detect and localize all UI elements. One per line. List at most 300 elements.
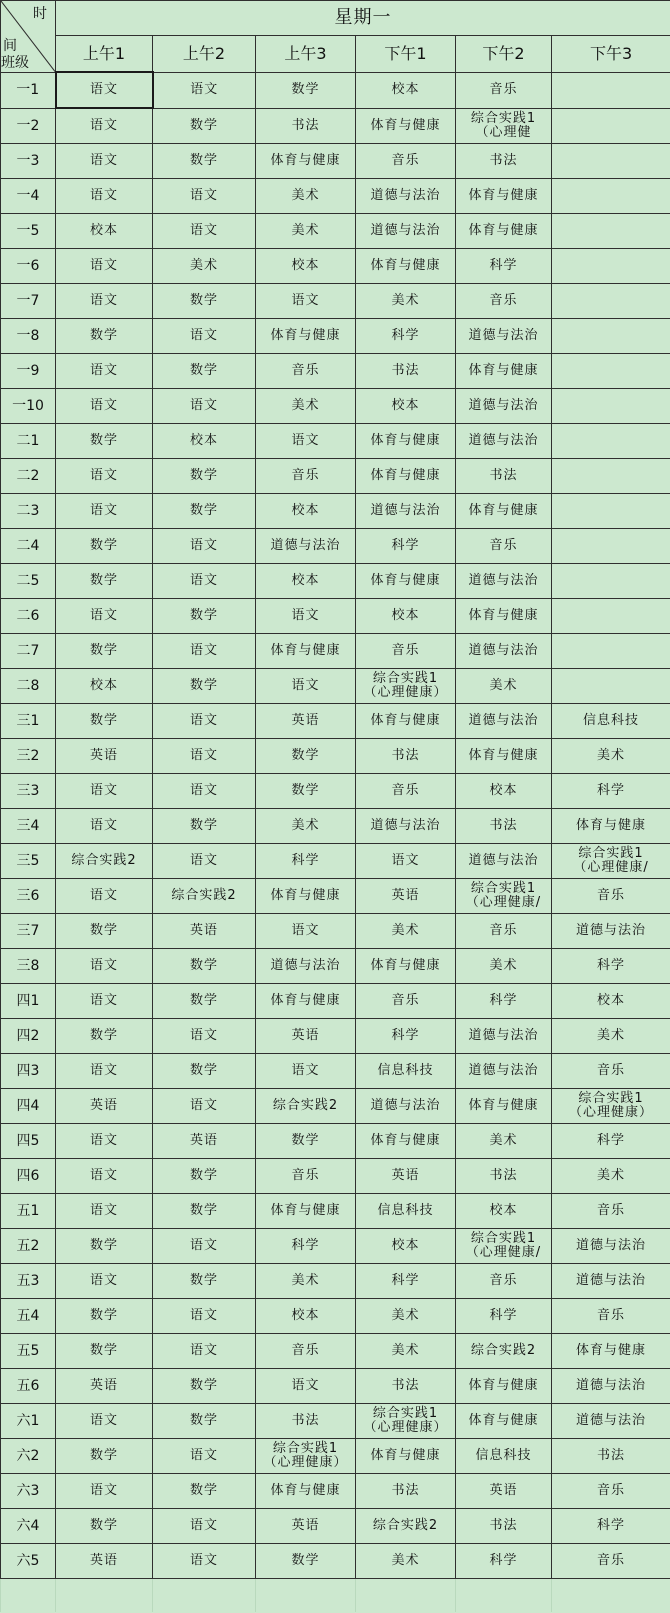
class-cell[interactable]: 二3 bbox=[1, 494, 56, 529]
schedule-cell[interactable]: 体育与健康 bbox=[256, 319, 356, 354]
schedule-cell[interactable]: 语文 bbox=[153, 72, 256, 108]
schedule-cell[interactable]: 综合实践1 （心理健康） bbox=[356, 669, 456, 704]
class-cell[interactable]: 一8 bbox=[1, 319, 56, 354]
schedule-cell[interactable]: 数学 bbox=[153, 459, 256, 494]
schedule-cell[interactable]: 语文 bbox=[153, 1439, 256, 1474]
schedule-cell[interactable]: 体育与健康 bbox=[456, 599, 552, 634]
schedule-cell[interactable]: 音乐 bbox=[256, 354, 356, 389]
schedule-cell[interactable] bbox=[552, 389, 670, 424]
schedule-cell[interactable]: 体育与健康 bbox=[456, 1089, 552, 1124]
schedule-cell[interactable]: 音乐 bbox=[456, 529, 552, 564]
schedule-cell[interactable]: 综合实践1 （心理健康/ bbox=[456, 879, 552, 914]
period-header[interactable]: 上午3 bbox=[256, 36, 356, 73]
schedule-cell[interactable]: 道德与法治 bbox=[552, 1264, 670, 1299]
schedule-cell[interactable] bbox=[552, 214, 670, 249]
class-cell[interactable]: 一4 bbox=[1, 179, 56, 214]
schedule-cell[interactable]: 美术 bbox=[552, 739, 670, 774]
class-cell[interactable]: 五4 bbox=[1, 1299, 56, 1334]
schedule-cell[interactable]: 体育与健康 bbox=[356, 459, 456, 494]
schedule-cell[interactable]: 体育与健康 bbox=[256, 879, 356, 914]
schedule-cell[interactable]: 校本 bbox=[356, 72, 456, 108]
schedule-cell[interactable]: 体育与健康 bbox=[356, 108, 456, 144]
schedule-cell[interactable]: 体育与健康 bbox=[356, 1124, 456, 1159]
schedule-cell[interactable]: 美术 bbox=[456, 949, 552, 984]
schedule-cell[interactable]: 数学 bbox=[153, 984, 256, 1019]
schedule-cell[interactable]: 综合实践2 bbox=[356, 1509, 456, 1544]
schedule-cell[interactable]: 道德与法治 bbox=[552, 1369, 670, 1404]
schedule-cell[interactable]: 科学 bbox=[456, 1544, 552, 1579]
schedule-cell[interactable]: 美术 bbox=[256, 1264, 356, 1299]
schedule-cell[interactable]: 综合实践1 （心理健康） bbox=[356, 1404, 456, 1439]
schedule-cell[interactable]: 英语 bbox=[56, 1089, 153, 1124]
schedule-cell[interactable]: 道德与法治 bbox=[456, 389, 552, 424]
schedule-cell[interactable]: 语文 bbox=[153, 1299, 256, 1334]
schedule-cell[interactable]: 信息科技 bbox=[456, 1439, 552, 1474]
class-cell[interactable]: 五1 bbox=[1, 1194, 56, 1229]
schedule-cell[interactable]: 数学 bbox=[56, 634, 153, 669]
class-cell[interactable]: 三2 bbox=[1, 739, 56, 774]
schedule-cell[interactable]: 音乐 bbox=[552, 1299, 670, 1334]
empty-cell[interactable] bbox=[552, 1579, 670, 1613]
class-cell[interactable]: 四6 bbox=[1, 1159, 56, 1194]
schedule-cell[interactable]: 体育与健康 bbox=[356, 564, 456, 599]
schedule-cell[interactable]: 书法 bbox=[456, 459, 552, 494]
schedule-cell[interactable]: 校本 bbox=[256, 249, 356, 284]
schedule-cell[interactable]: 科学 bbox=[552, 1509, 670, 1544]
schedule-cell[interactable]: 音乐 bbox=[456, 1264, 552, 1299]
class-cell[interactable]: 六2 bbox=[1, 1439, 56, 1474]
class-cell[interactable]: 三5 bbox=[1, 844, 56, 879]
schedule-cell[interactable]: 校本 bbox=[56, 214, 153, 249]
schedule-cell[interactable]: 美术 bbox=[256, 179, 356, 214]
empty-cell[interactable] bbox=[356, 1579, 456, 1613]
schedule-cell[interactable]: 美术 bbox=[153, 249, 256, 284]
class-cell[interactable]: 六3 bbox=[1, 1474, 56, 1509]
schedule-cell[interactable]: 数学 bbox=[153, 1194, 256, 1229]
period-header[interactable]: 下午3 bbox=[552, 36, 670, 73]
schedule-cell[interactable]: 体育与健康 bbox=[256, 634, 356, 669]
schedule-cell[interactable]: 体育与健康 bbox=[456, 354, 552, 389]
schedule-cell[interactable]: 语文 bbox=[56, 494, 153, 529]
schedule-cell[interactable]: 数学 bbox=[56, 1019, 153, 1054]
schedule-cell[interactable]: 信息科技 bbox=[356, 1194, 456, 1229]
schedule-cell[interactable]: 英语 bbox=[356, 879, 456, 914]
schedule-cell[interactable]: 语文 bbox=[256, 599, 356, 634]
class-cell[interactable]: 四5 bbox=[1, 1124, 56, 1159]
schedule-cell[interactable]: 书法 bbox=[256, 1404, 356, 1439]
schedule-cell[interactable]: 综合实践2 bbox=[256, 1089, 356, 1124]
class-cell[interactable]: 三3 bbox=[1, 774, 56, 809]
schedule-cell[interactable]: 科学 bbox=[356, 1264, 456, 1299]
schedule-cell[interactable]: 数学 bbox=[153, 1474, 256, 1509]
schedule-cell[interactable]: 科学 bbox=[356, 529, 456, 564]
schedule-cell[interactable] bbox=[552, 144, 670, 179]
schedule-cell[interactable]: 美术 bbox=[356, 1544, 456, 1579]
schedule-cell[interactable]: 数学 bbox=[256, 1544, 356, 1579]
schedule-cell[interactable]: 数学 bbox=[153, 108, 256, 144]
class-cell[interactable]: 六4 bbox=[1, 1509, 56, 1544]
schedule-cell[interactable]: 音乐 bbox=[356, 774, 456, 809]
corner-header-cell[interactable] bbox=[1, 1, 56, 73]
schedule-cell[interactable]: 综合实践1 （心理健康） bbox=[552, 1089, 670, 1124]
schedule-cell[interactable]: 语文 bbox=[56, 1124, 153, 1159]
class-cell[interactable]: 二7 bbox=[1, 634, 56, 669]
schedule-cell[interactable]: 语文 bbox=[153, 1089, 256, 1124]
class-cell[interactable]: 一9 bbox=[1, 354, 56, 389]
schedule-cell[interactable]: 道德与法治 bbox=[256, 949, 356, 984]
schedule-cell[interactable] bbox=[552, 599, 670, 634]
schedule-cell[interactable]: 英语 bbox=[456, 1474, 552, 1509]
schedule-cell[interactable]: 体育与健康 bbox=[456, 1404, 552, 1439]
schedule-cell[interactable]: 道德与法治 bbox=[456, 704, 552, 739]
schedule-cell[interactable]: 书法 bbox=[456, 144, 552, 179]
schedule-cell[interactable]: 语文 bbox=[56, 108, 153, 144]
schedule-cell[interactable]: 数学 bbox=[56, 1299, 153, 1334]
schedule-cell[interactable]: 美术 bbox=[456, 669, 552, 704]
schedule-cell[interactable]: 综合实践1 （心理健康） bbox=[256, 1439, 356, 1474]
schedule-cell[interactable]: 道德与法治 bbox=[356, 809, 456, 844]
schedule-cell[interactable]: 数学 bbox=[153, 669, 256, 704]
schedule-cell[interactable]: 书法 bbox=[456, 809, 552, 844]
schedule-cell[interactable]: 体育与健康 bbox=[256, 1194, 356, 1229]
schedule-cell[interactable]: 语文 bbox=[56, 1474, 153, 1509]
schedule-cell[interactable]: 数学 bbox=[256, 72, 356, 108]
schedule-cell[interactable]: 数学 bbox=[56, 1334, 153, 1369]
schedule-cell[interactable]: 音乐 bbox=[552, 1474, 670, 1509]
schedule-cell[interactable]: 校本 bbox=[356, 599, 456, 634]
schedule-cell[interactable]: 语文 bbox=[153, 704, 256, 739]
schedule-cell[interactable]: 科学 bbox=[356, 319, 456, 354]
schedule-cell[interactable]: 综合实践2 bbox=[456, 1334, 552, 1369]
schedule-cell[interactable] bbox=[552, 634, 670, 669]
schedule-cell[interactable]: 校本 bbox=[256, 494, 356, 529]
schedule-cell[interactable]: 美术 bbox=[356, 284, 456, 319]
class-cell[interactable]: 六1 bbox=[1, 1404, 56, 1439]
schedule-cell[interactable]: 体育与健康 bbox=[456, 1369, 552, 1404]
schedule-cell[interactable]: 音乐 bbox=[256, 1159, 356, 1194]
schedule-cell[interactable]: 数学 bbox=[153, 1404, 256, 1439]
schedule-cell[interactable]: 数学 bbox=[153, 144, 256, 179]
schedule-cell[interactable]: 书法 bbox=[356, 1369, 456, 1404]
schedule-cell[interactable]: 语文 bbox=[256, 1054, 356, 1089]
schedule-cell[interactable]: 校本 bbox=[456, 1194, 552, 1229]
schedule-cell[interactable]: 语文 bbox=[56, 389, 153, 424]
schedule-cell[interactable]: 书法 bbox=[456, 1509, 552, 1544]
schedule-cell[interactable]: 数学 bbox=[56, 1439, 153, 1474]
schedule-cell[interactable]: 语文 bbox=[256, 914, 356, 949]
schedule-cell[interactable]: 书法 bbox=[456, 1159, 552, 1194]
schedule-cell[interactable]: 道德与法治 bbox=[456, 564, 552, 599]
schedule-cell[interactable]: 语文 bbox=[56, 984, 153, 1019]
schedule-cell[interactable]: 语文 bbox=[56, 1194, 153, 1229]
schedule-cell[interactable]: 美术 bbox=[356, 1299, 456, 1334]
schedule-cell[interactable]: 科学 bbox=[456, 249, 552, 284]
schedule-cell[interactable]: 科学 bbox=[256, 1229, 356, 1264]
schedule-cell[interactable]: 数学 bbox=[153, 1159, 256, 1194]
schedule-cell[interactable]: 英语 bbox=[56, 1544, 153, 1579]
class-cell[interactable]: 四4 bbox=[1, 1089, 56, 1124]
schedule-cell[interactable]: 语文 bbox=[153, 1229, 256, 1264]
schedule-cell[interactable]: 音乐 bbox=[552, 879, 670, 914]
class-cell[interactable]: 五5 bbox=[1, 1334, 56, 1369]
schedule-cell[interactable]: 语文 bbox=[153, 319, 256, 354]
schedule-cell[interactable]: 体育与健康 bbox=[456, 179, 552, 214]
schedule-cell[interactable]: 道德与法治 bbox=[456, 424, 552, 459]
schedule-cell[interactable]: 体育与健康 bbox=[552, 1334, 670, 1369]
class-cell[interactable]: 四1 bbox=[1, 984, 56, 1019]
schedule-cell[interactable]: 语文 bbox=[56, 774, 153, 809]
schedule-cell[interactable]: 语文 bbox=[56, 1404, 153, 1439]
schedule-cell[interactable]: 语文 bbox=[56, 1159, 153, 1194]
schedule-cell[interactable]: 语文 bbox=[56, 249, 153, 284]
schedule-cell[interactable]: 数学 bbox=[56, 564, 153, 599]
schedule-cell[interactable]: 音乐 bbox=[456, 72, 552, 108]
schedule-cell[interactable]: 体育与健康 bbox=[456, 494, 552, 529]
schedule-cell[interactable]: 语文 bbox=[153, 529, 256, 564]
schedule-cell[interactable]: 音乐 bbox=[256, 1334, 356, 1369]
schedule-cell[interactable] bbox=[552, 564, 670, 599]
schedule-cell[interactable]: 语文 bbox=[256, 1369, 356, 1404]
schedule-cell[interactable] bbox=[552, 319, 670, 354]
schedule-cell[interactable]: 语文 bbox=[153, 1334, 256, 1369]
schedule-cell[interactable]: 语文 bbox=[256, 424, 356, 459]
schedule-cell[interactable]: 美术 bbox=[256, 809, 356, 844]
schedule-cell[interactable]: 科学 bbox=[256, 844, 356, 879]
schedule-cell[interactable]: 英语 bbox=[256, 1509, 356, 1544]
schedule-cell[interactable] bbox=[552, 284, 670, 319]
schedule-cell[interactable]: 英语 bbox=[153, 1124, 256, 1159]
class-cell[interactable]: 一6 bbox=[1, 249, 56, 284]
schedule-cell[interactable]: 综合实践2 bbox=[153, 879, 256, 914]
schedule-cell[interactable]: 语文 bbox=[153, 564, 256, 599]
class-cell[interactable]: 三1 bbox=[1, 704, 56, 739]
schedule-cell[interactable]: 体育与健康 bbox=[356, 424, 456, 459]
schedule-cell[interactable]: 综合实践2 bbox=[56, 844, 153, 879]
schedule-cell[interactable] bbox=[552, 249, 670, 284]
class-cell[interactable]: 一1 bbox=[1, 72, 56, 108]
schedule-cell[interactable]: 数学 bbox=[153, 949, 256, 984]
schedule-cell[interactable]: 数学 bbox=[56, 424, 153, 459]
schedule-cell[interactable]: 体育与健康 bbox=[256, 1474, 356, 1509]
schedule-cell[interactable]: 数学 bbox=[153, 809, 256, 844]
schedule-cell[interactable]: 语文 bbox=[256, 284, 356, 319]
schedule-cell[interactable]: 书法 bbox=[552, 1439, 670, 1474]
class-cell[interactable]: 四2 bbox=[1, 1019, 56, 1054]
schedule-cell[interactable]: 英语 bbox=[56, 1369, 153, 1404]
schedule-cell[interactable]: 科学 bbox=[456, 984, 552, 1019]
schedule-cell[interactable]: 科学 bbox=[552, 949, 670, 984]
schedule-cell[interactable] bbox=[552, 72, 670, 108]
empty-cell[interactable] bbox=[456, 1579, 552, 1613]
schedule-cell[interactable]: 语文 bbox=[153, 214, 256, 249]
period-header[interactable]: 上午2 bbox=[153, 36, 256, 73]
schedule-cell[interactable]: 语文 bbox=[153, 1019, 256, 1054]
schedule-cell[interactable]: 综合实践1 （心理健康/ bbox=[456, 1229, 552, 1264]
schedule-cell[interactable]: 音乐 bbox=[456, 914, 552, 949]
schedule-cell[interactable]: 数学 bbox=[256, 739, 356, 774]
schedule-cell[interactable]: 道德与法治 bbox=[256, 529, 356, 564]
schedule-cell[interactable]: 英语 bbox=[153, 914, 256, 949]
schedule-cell[interactable] bbox=[552, 354, 670, 389]
schedule-cell[interactable]: 书法 bbox=[256, 108, 356, 144]
schedule-cell[interactable]: 综合实践1 （心理健康/ bbox=[552, 844, 670, 879]
day-header[interactable]: 星期一 bbox=[56, 1, 670, 36]
schedule-cell[interactable] bbox=[552, 424, 670, 459]
schedule-cell[interactable]: 语文 bbox=[153, 844, 256, 879]
schedule-cell[interactable]: 体育与健康 bbox=[456, 739, 552, 774]
schedule-cell[interactable]: 数学 bbox=[153, 1369, 256, 1404]
class-cell[interactable]: 四3 bbox=[1, 1054, 56, 1089]
schedule-cell[interactable]: 语文 bbox=[56, 144, 153, 179]
schedule-cell[interactable]: 校本 bbox=[153, 424, 256, 459]
schedule-cell[interactable]: 校本 bbox=[256, 564, 356, 599]
class-cell[interactable]: 五3 bbox=[1, 1264, 56, 1299]
schedule-cell[interactable]: 科学 bbox=[552, 1124, 670, 1159]
schedule-cell[interactable]: 语文 bbox=[153, 774, 256, 809]
schedule-cell[interactable]: 语文 bbox=[153, 1544, 256, 1579]
schedule-cell[interactable]: 美术 bbox=[356, 914, 456, 949]
schedule-cell[interactable]: 书法 bbox=[356, 1474, 456, 1509]
class-cell[interactable]: 五2 bbox=[1, 1229, 56, 1264]
schedule-cell[interactable]: 道德与法治 bbox=[552, 914, 670, 949]
schedule-cell[interactable]: 美术 bbox=[256, 214, 356, 249]
schedule-cell[interactable]: 道德与法治 bbox=[356, 494, 456, 529]
schedule-cell[interactable]: 英语 bbox=[356, 1159, 456, 1194]
schedule-cell[interactable]: 道德与法治 bbox=[356, 179, 456, 214]
class-cell[interactable]: 一2 bbox=[1, 108, 56, 144]
schedule-cell[interactable] bbox=[552, 459, 670, 494]
class-cell[interactable]: 二1 bbox=[1, 424, 56, 459]
schedule-cell[interactable]: 音乐 bbox=[356, 634, 456, 669]
schedule-cell[interactable] bbox=[552, 179, 670, 214]
schedule-cell[interactable]: 体育与健康 bbox=[552, 809, 670, 844]
schedule-cell[interactable]: 语文 bbox=[56, 179, 153, 214]
schedule-cell[interactable]: 数学 bbox=[56, 1509, 153, 1544]
schedule-cell[interactable]: 道德与法治 bbox=[552, 1404, 670, 1439]
schedule-cell[interactable]: 数学 bbox=[153, 1264, 256, 1299]
schedule-cell[interactable]: 道德与法治 bbox=[456, 844, 552, 879]
schedule-cell[interactable]: 英语 bbox=[56, 739, 153, 774]
schedule-cell[interactable]: 音乐 bbox=[356, 144, 456, 179]
class-cell[interactable]: 一10 bbox=[1, 389, 56, 424]
schedule-cell[interactable]: 信息科技 bbox=[356, 1054, 456, 1089]
schedule-cell[interactable] bbox=[552, 494, 670, 529]
schedule-cell[interactable]: 体育与健康 bbox=[356, 1439, 456, 1474]
schedule-cell[interactable]: 音乐 bbox=[456, 284, 552, 319]
empty-cell[interactable] bbox=[56, 1579, 153, 1613]
schedule-cell[interactable]: 语文 bbox=[56, 599, 153, 634]
class-cell[interactable]: 三8 bbox=[1, 949, 56, 984]
schedule-cell[interactable]: 道德与法治 bbox=[356, 1089, 456, 1124]
schedule-cell[interactable]: 语文 bbox=[153, 389, 256, 424]
schedule-cell[interactable]: 信息科技 bbox=[552, 704, 670, 739]
schedule-cell[interactable]: 音乐 bbox=[256, 459, 356, 494]
schedule-cell[interactable]: 体育与健康 bbox=[356, 704, 456, 739]
schedule-cell[interactable]: 科学 bbox=[456, 1299, 552, 1334]
schedule-cell[interactable]: 语文 bbox=[56, 949, 153, 984]
schedule-cell[interactable]: 语文 bbox=[56, 809, 153, 844]
empty-cell[interactable] bbox=[1, 1579, 56, 1613]
schedule-cell[interactable]: 音乐 bbox=[552, 1194, 670, 1229]
schedule-cell[interactable]: 美术 bbox=[552, 1019, 670, 1054]
class-cell[interactable]: 二5 bbox=[1, 564, 56, 599]
schedule-cell[interactable]: 道德与法治 bbox=[552, 1229, 670, 1264]
schedule-cell[interactable] bbox=[552, 669, 670, 704]
class-cell[interactable]: 三6 bbox=[1, 879, 56, 914]
schedule-cell[interactable]: 数学 bbox=[56, 1229, 153, 1264]
schedule-cell[interactable]: 校本 bbox=[256, 1299, 356, 1334]
schedule-cell[interactable]: 道德与法治 bbox=[456, 1019, 552, 1054]
schedule-cell[interactable]: 数学 bbox=[56, 914, 153, 949]
schedule-cell[interactable]: 语文 bbox=[356, 844, 456, 879]
schedule-cell[interactable]: 校本 bbox=[552, 984, 670, 1019]
schedule-cell[interactable] bbox=[552, 529, 670, 564]
class-cell[interactable]: 三4 bbox=[1, 809, 56, 844]
schedule-cell[interactable]: 美术 bbox=[256, 389, 356, 424]
schedule-cell[interactable]: 英语 bbox=[256, 1019, 356, 1054]
class-cell[interactable]: 一7 bbox=[1, 284, 56, 319]
class-cell[interactable]: 一3 bbox=[1, 144, 56, 179]
schedule-cell[interactable]: 综合实践1 （心理健 bbox=[456, 108, 552, 144]
class-cell[interactable]: 二4 bbox=[1, 529, 56, 564]
schedule-cell[interactable]: 数学 bbox=[256, 1124, 356, 1159]
schedule-cell[interactable]: 英语 bbox=[256, 704, 356, 739]
schedule-cell[interactable]: 语文 bbox=[56, 72, 153, 108]
schedule-cell[interactable]: 体育与健康 bbox=[356, 949, 456, 984]
schedule-cell[interactable]: 体育与健康 bbox=[256, 144, 356, 179]
schedule-cell[interactable]: 数学 bbox=[153, 494, 256, 529]
schedule-cell[interactable]: 语文 bbox=[56, 879, 153, 914]
schedule-cell[interactable]: 音乐 bbox=[552, 1054, 670, 1089]
schedule-cell[interactable]: 道德与法治 bbox=[456, 319, 552, 354]
schedule-cell[interactable]: 语文 bbox=[56, 459, 153, 494]
empty-cell[interactable] bbox=[256, 1579, 356, 1613]
schedule-cell[interactable]: 校本 bbox=[56, 669, 153, 704]
schedule-cell[interactable]: 数学 bbox=[153, 354, 256, 389]
period-header[interactable]: 下午1 bbox=[356, 36, 456, 73]
class-cell[interactable]: 五6 bbox=[1, 1369, 56, 1404]
schedule-cell[interactable]: 科学 bbox=[356, 1019, 456, 1054]
schedule-cell[interactable]: 道德与法治 bbox=[356, 214, 456, 249]
schedule-cell[interactable]: 书法 bbox=[356, 354, 456, 389]
schedule-cell[interactable]: 语文 bbox=[56, 1264, 153, 1299]
schedule-cell[interactable]: 美术 bbox=[456, 1124, 552, 1159]
schedule-cell[interactable]: 语文 bbox=[153, 634, 256, 669]
schedule-cell[interactable]: 数学 bbox=[153, 284, 256, 319]
schedule-cell[interactable]: 科学 bbox=[552, 774, 670, 809]
schedule-cell[interactable]: 体育与健康 bbox=[456, 214, 552, 249]
schedule-cell[interactable]: 体育与健康 bbox=[256, 984, 356, 1019]
schedule-cell[interactable]: 数学 bbox=[153, 1054, 256, 1089]
schedule-cell[interactable]: 数学 bbox=[256, 774, 356, 809]
schedule-cell[interactable]: 语文 bbox=[256, 669, 356, 704]
schedule-cell[interactable]: 语文 bbox=[153, 739, 256, 774]
schedule-cell[interactable]: 体育与健康 bbox=[356, 249, 456, 284]
period-header[interactable]: 上午1 bbox=[56, 36, 153, 73]
schedule-cell[interactable]: 美术 bbox=[356, 1334, 456, 1369]
schedule-cell[interactable]: 数学 bbox=[153, 599, 256, 634]
schedule-cell[interactable]: 语文 bbox=[56, 354, 153, 389]
schedule-cell[interactable]: 语文 bbox=[56, 1054, 153, 1089]
schedule-cell[interactable] bbox=[552, 108, 670, 144]
class-cell[interactable]: 二2 bbox=[1, 459, 56, 494]
period-header[interactable]: 下午2 bbox=[456, 36, 552, 73]
class-cell[interactable]: 六5 bbox=[1, 1544, 56, 1579]
schedule-cell[interactable]: 书法 bbox=[356, 739, 456, 774]
empty-cell[interactable] bbox=[153, 1579, 256, 1613]
schedule-cell[interactable]: 数学 bbox=[56, 319, 153, 354]
schedule-cell[interactable]: 语文 bbox=[56, 284, 153, 319]
